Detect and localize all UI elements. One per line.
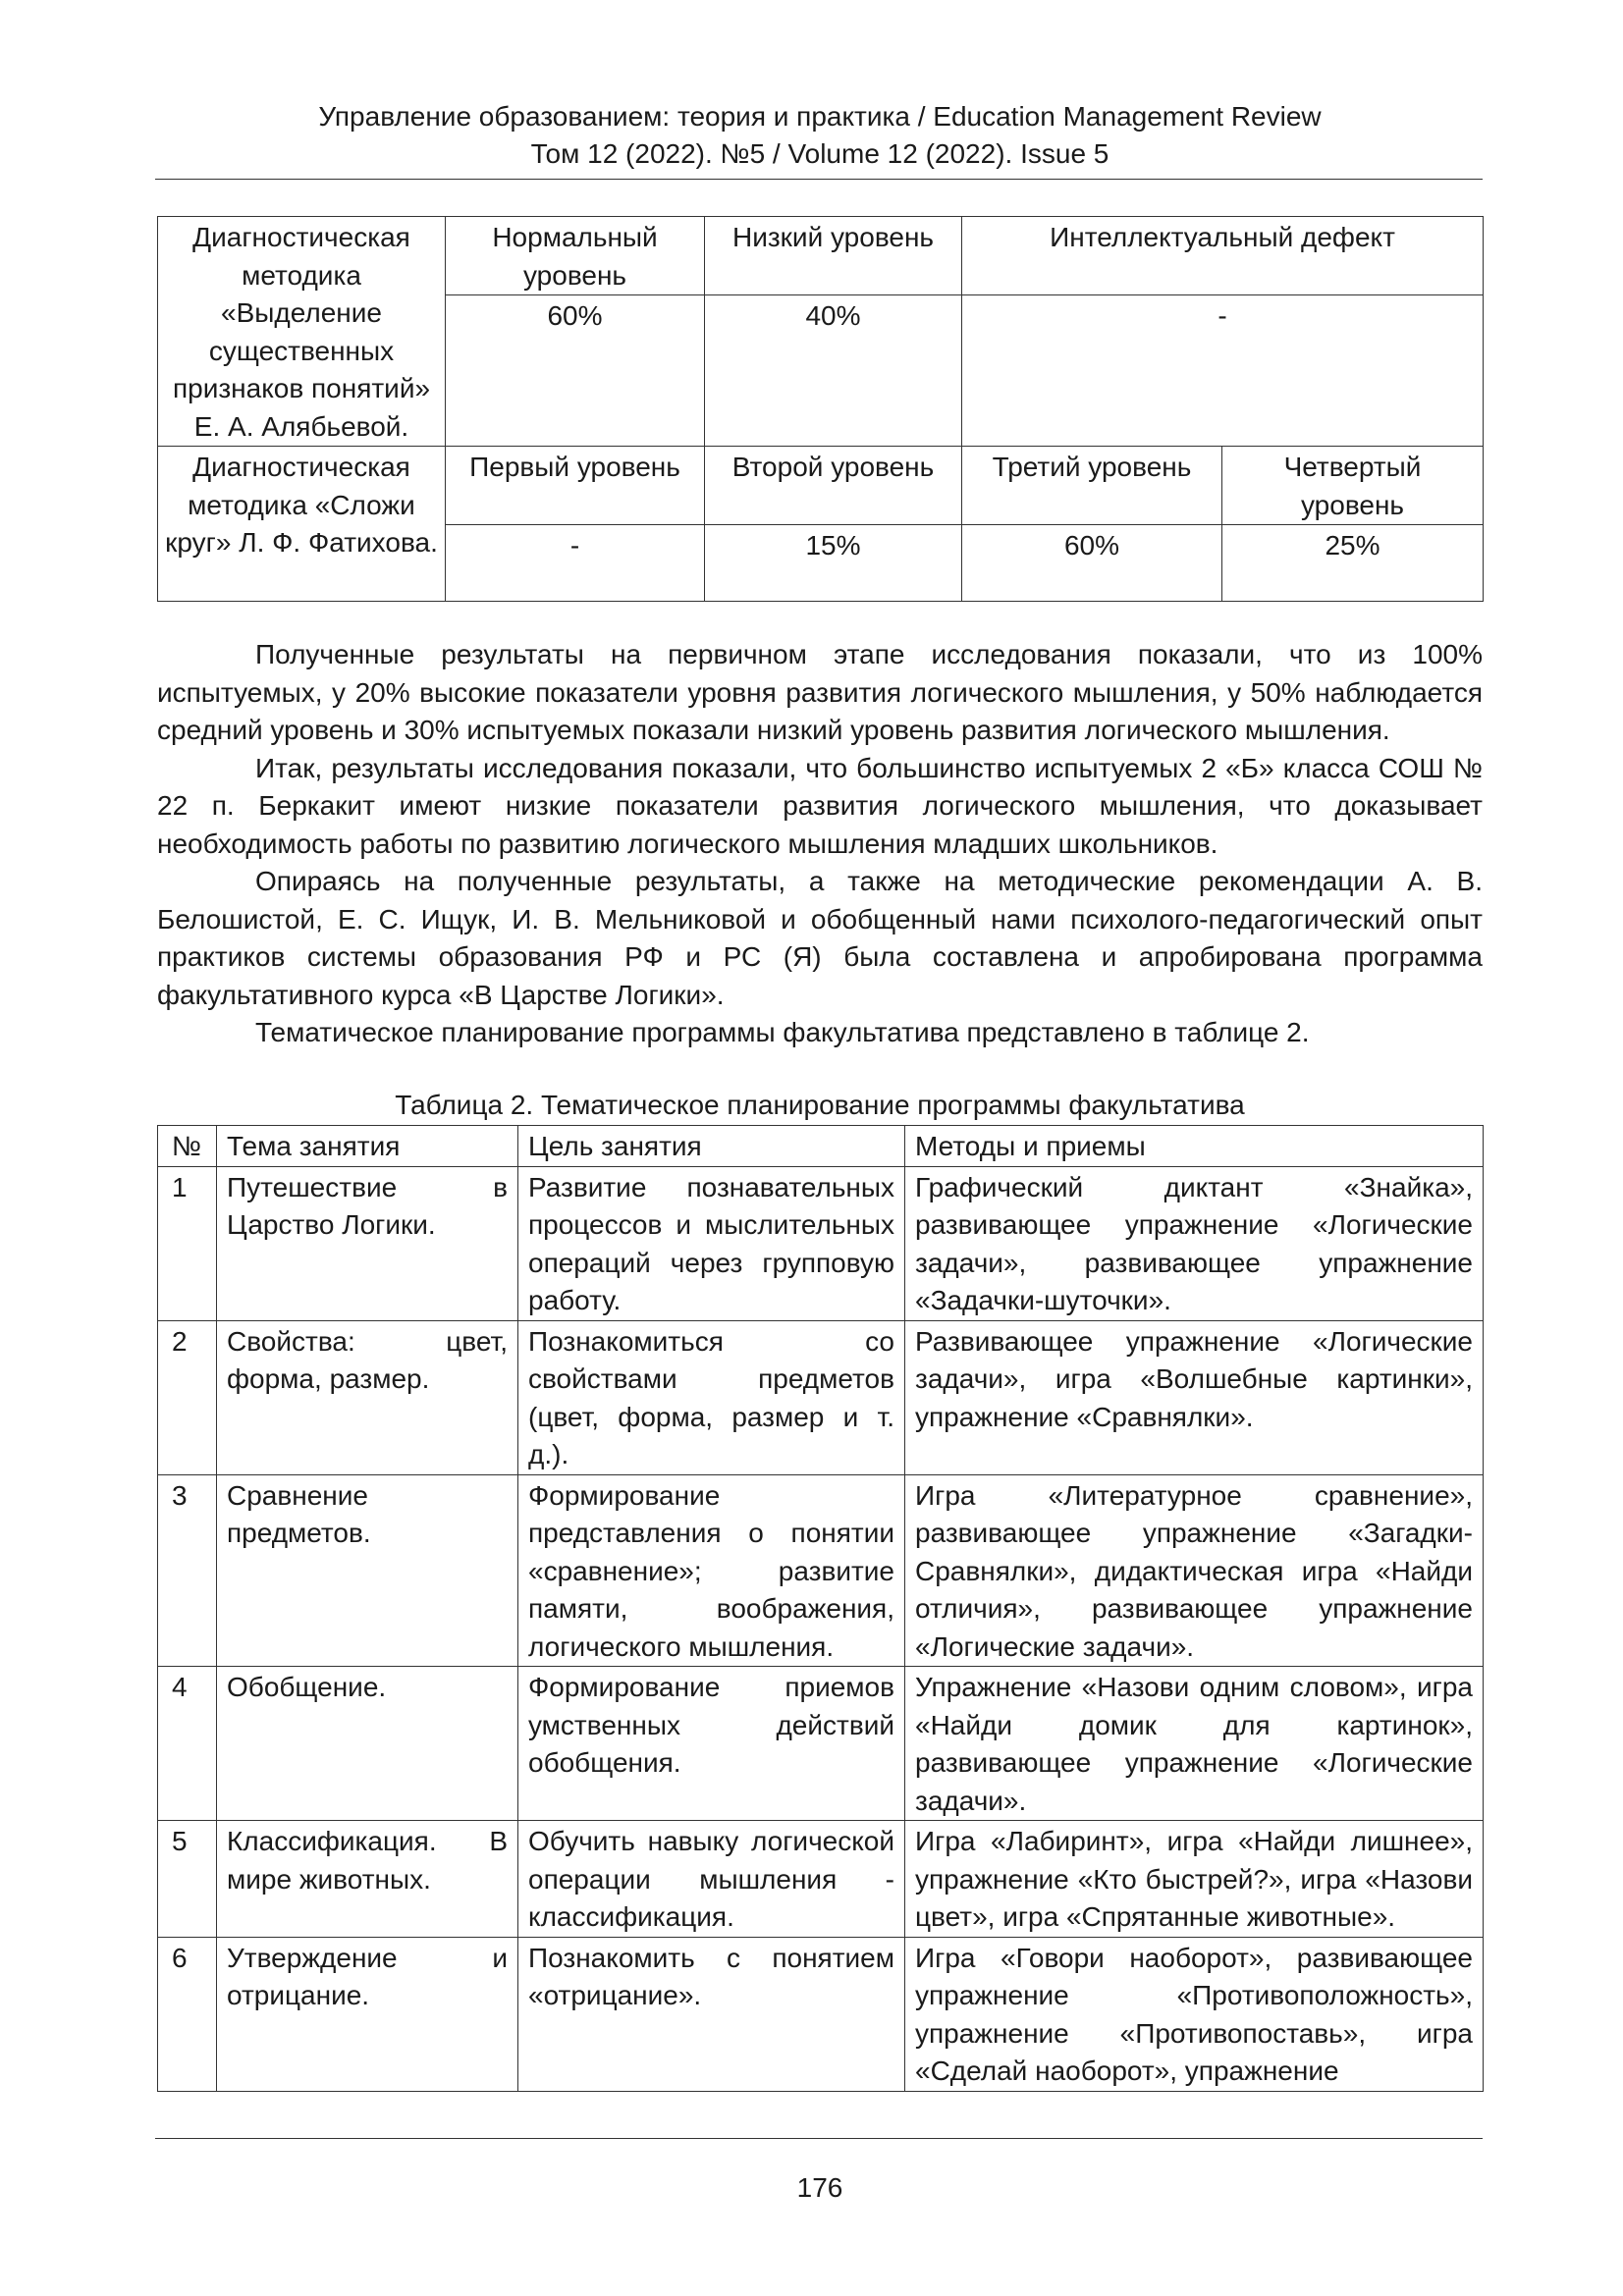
thematic-planning-table [157, 1125, 1484, 2092]
row-methods: Игра «Говори наоборот», развивающее упражнение «Противоположность», упражнение «Противопоставь», игра «Сделай наоборот», упражнение [905, 1937, 1484, 2091]
column-header: № [158, 1126, 217, 1167]
row-methods: Упражнение «Назови одним словом», игра «Найди домик для картинок», развивающее упражнение «Логические задачи». [905, 1667, 1484, 1821]
header-cell: Нормальный уровень [446, 217, 705, 295]
method-cell-2: Диагностическая методика «Сложи круг» Л. Ф. Фатихова. [158, 447, 446, 602]
row-goal: Формирование приемов умственных действий обобщения. [518, 1667, 905, 1821]
footer-divider [155, 2138, 1483, 2139]
value-cell: 60% [446, 295, 705, 447]
header-cell: Второй уровень [705, 447, 962, 525]
row-goal: Обучить навыку логической операции мышления - классификация. [518, 1821, 905, 1938]
paragraph: Тематическое планирование программы факультатива представлено в таблице 2. [255, 1017, 1310, 1047]
row-topic: Путешествие в Царство Логики. [217, 1166, 518, 1320]
header-divider [155, 179, 1483, 180]
row-methods: Игра «Литературное сравнение», развивающее упражнение «Загадки-Сравнялки», дидактическая игра «Найди отличия», развивающее упражнение «Логические задачи». [905, 1474, 1484, 1667]
value-cell: 40% [705, 295, 962, 447]
table-header-row [158, 1126, 1484, 1167]
row-topic: Утверждение и отрицание. [217, 1937, 518, 2091]
row-number: 1 [158, 1166, 217, 1320]
row-methods: Развивающее упражнение «Логические задачи», игра «Волшебные картинки», упражнение «Сравнялки». [905, 1320, 1484, 1474]
value-cell: 25% [1222, 525, 1484, 602]
table-row [158, 1166, 1484, 1320]
row-goal: Познакомить с понятием «отрицание». [518, 1937, 905, 2091]
header-cell: Интеллектуальный дефект [962, 217, 1484, 295]
body-text [157, 636, 1483, 1052]
value-cell: - [962, 295, 1484, 447]
row-number: 6 [158, 1937, 217, 2091]
row-number: 4 [158, 1667, 217, 1821]
column-header: Методы и приемы [905, 1126, 1484, 1167]
row-topic: Сравнение предметов. [217, 1474, 518, 1667]
page-number: 176 [796, 2172, 843, 2203]
header-cell: Первый уровень [446, 447, 705, 525]
journal-title: Управление образованием: теория и практика / Education Management Review [318, 101, 1322, 132]
table-row [158, 1821, 1484, 1938]
table-row [158, 1667, 1484, 1821]
table-row [158, 1320, 1484, 1474]
row-number: 5 [158, 1821, 217, 1938]
row-number: 3 [158, 1474, 217, 1667]
header-cell: Четвертый уровень [1222, 447, 1484, 525]
table-row [158, 1937, 1484, 2091]
value-cell: 60% [962, 525, 1222, 602]
column-header: Цель занятия [518, 1126, 905, 1167]
paragraph: Итак, результаты исследования показали, что большинство испытуемых 2 «Б» класса СОШ № 22 п. Беркакит имеют низкие показатели развития логического мышления, что доказывает необходимость работы по развитию логического мышления младших школьников. [157, 752, 1483, 859]
method-cell-1: Диагностическая методика «Выделение существенных признаков понятий» Е. А. Алябьевой. [158, 217, 446, 447]
row-methods: Графический диктант «Знайка», развивающее упражнение «Логические задачи», развивающее упражнение «Задачки-шуточки». [905, 1166, 1484, 1320]
table-row [158, 1474, 1484, 1667]
value-cell: 15% [705, 525, 962, 602]
row-topic: Обобщение. [217, 1667, 518, 1821]
row-goal: Формирование представления о понятии «сравнение»; развитие памяти, воображения, логического мышления. [518, 1474, 905, 1667]
value-cell: - [446, 525, 705, 602]
row-topic: Классификация. В мире животных. [217, 1821, 518, 1938]
table-caption: Таблица 2. Тематическое планирование программы факультатива [395, 1090, 1245, 1120]
paragraph: Опираясь на полученные результаты, а также на методические рекомендации А. В. Белошистой, Е. С. Ищук, И. В. Мельниковой и обобщенный нами психолого-педагогический опыт практиков системы образования РФ и РС (Я) была составлена и апробирована программа факультативного курса «В Царстве Логики». [157, 866, 1483, 1010]
header-cell: Низкий уровень [705, 217, 962, 295]
row-topic: Свойства: цвет, форма, размер. [217, 1320, 518, 1474]
diagnostic-results-table [157, 216, 1484, 602]
row-number: 2 [158, 1320, 217, 1474]
row-methods: Игра «Лабиринт», игра «Найди лишнее», упражнение «Кто быстрей?», игра «Назови цвет», игра «Спрятанные животные». [905, 1821, 1484, 1938]
journal-header [157, 98, 1483, 173]
row-goal: Развитие познавательных процессов и мыслительных операций через групповую работу. [518, 1166, 905, 1320]
paragraph: Полученные результаты на первичном этапе исследования показали, что из 100% испытуемых, у 20% высокие показатели уровня развития логического мышления, у 50% наблюдается средний уровень и 30% испытуемых показали низкий уровень развития логического мышления. [157, 639, 1483, 745]
journal-issue: Том 12 (2022). №5 / Volume 12 (2022). Issue 5 [530, 138, 1109, 169]
column-header: Тема занятия [217, 1126, 518, 1167]
row-goal: Познакомиться со свойствами предметов (цвет, форма, размер и т. д.). [518, 1320, 905, 1474]
header-cell: Третий уровень [962, 447, 1222, 525]
